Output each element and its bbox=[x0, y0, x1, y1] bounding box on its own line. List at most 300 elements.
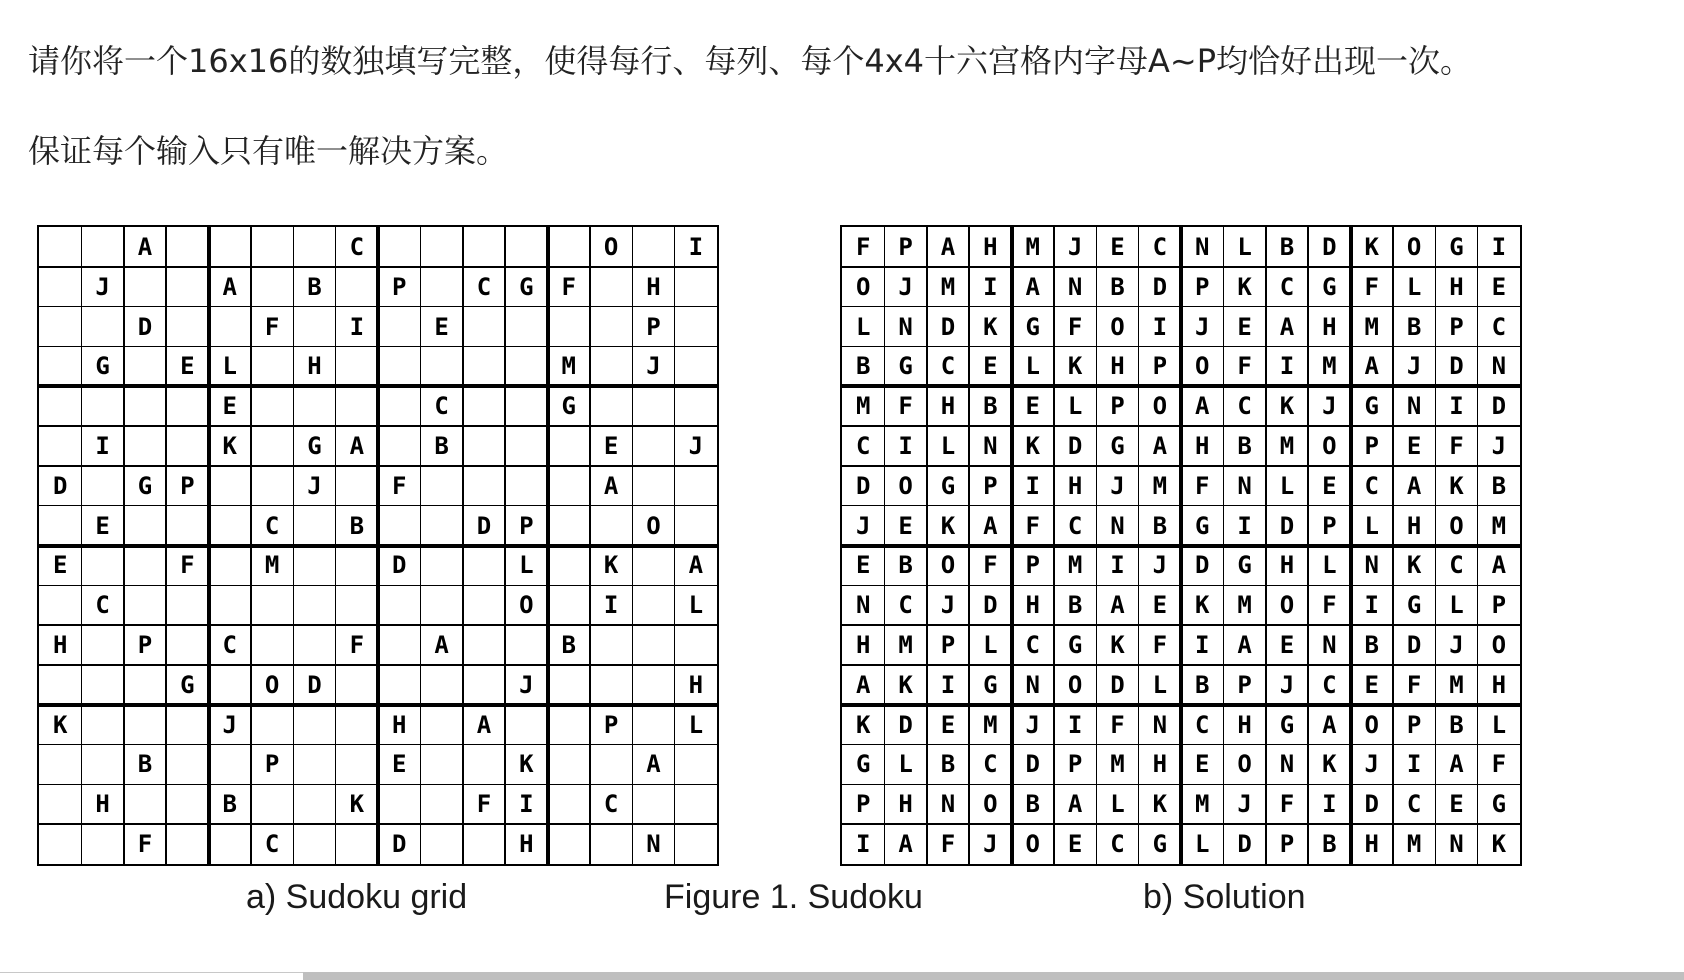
grid-cell bbox=[166, 705, 208, 745]
grid-cell: G bbox=[1364, 392, 1379, 421]
grid-cell: L bbox=[1491, 710, 1507, 739]
grid-cell: B bbox=[983, 392, 998, 421]
grid-cell: D bbox=[1279, 511, 1295, 540]
grid-cell bbox=[463, 426, 505, 466]
grid-cell: E bbox=[1067, 830, 1083, 859]
grid-cell: H bbox=[1152, 750, 1168, 779]
grid-cell: F bbox=[1067, 312, 1083, 341]
grid-cell: L bbox=[1025, 352, 1040, 381]
grid-cell: O bbox=[1237, 750, 1252, 779]
grid-cell: I bbox=[940, 670, 956, 699]
grid-cell: L bbox=[1237, 232, 1252, 261]
grid-cell bbox=[336, 546, 378, 586]
grid-cell: I bbox=[1364, 591, 1379, 620]
grid-cell: P bbox=[1364, 431, 1379, 460]
grid-cell: C bbox=[603, 790, 619, 819]
grid-cell: I bbox=[1406, 750, 1422, 779]
grid-cell: F bbox=[1406, 670, 1422, 699]
grid-cell: J bbox=[646, 352, 661, 381]
grid-cell bbox=[590, 745, 632, 785]
grid-cell: C bbox=[855, 431, 871, 460]
grid-cell bbox=[378, 585, 420, 625]
grid-cell: C bbox=[983, 750, 998, 779]
grid-cell: J bbox=[1194, 312, 1210, 341]
grid-cell bbox=[675, 267, 717, 307]
grid-cell: G bbox=[1152, 830, 1168, 859]
grid-cell bbox=[463, 386, 505, 426]
grid-cell: G bbox=[137, 471, 153, 500]
grid-cell: P bbox=[1110, 392, 1125, 421]
grid-cell: D bbox=[1110, 670, 1125, 699]
grid-cell bbox=[251, 585, 293, 625]
grid-cell: F bbox=[1025, 511, 1040, 540]
grid-cell: M bbox=[855, 392, 871, 421]
grid-cell bbox=[39, 426, 81, 466]
grid-cell bbox=[505, 386, 547, 426]
grid-cell: P bbox=[1194, 272, 1210, 301]
grid-cell bbox=[124, 426, 166, 466]
grid-cell: H bbox=[519, 830, 534, 859]
grid-cell: C bbox=[1194, 710, 1210, 739]
grid-cell: A bbox=[688, 551, 704, 580]
grid-cell: K bbox=[1322, 750, 1337, 779]
grid-cell: H bbox=[646, 272, 661, 301]
grid-cell: D bbox=[1322, 232, 1337, 261]
grid-cell bbox=[463, 227, 505, 267]
grid-cell: E bbox=[1364, 670, 1379, 699]
grid-cell: G bbox=[983, 670, 998, 699]
sudoku-puzzle-grid bbox=[37, 225, 719, 866]
grid-cell bbox=[632, 784, 674, 824]
grid-cell bbox=[548, 546, 590, 586]
grid-cell: H bbox=[1067, 471, 1083, 500]
grid-cell: E bbox=[1491, 272, 1507, 301]
grid-cell: N bbox=[1364, 551, 1379, 580]
grid-cell bbox=[336, 745, 378, 785]
grid-cell: C bbox=[1237, 392, 1252, 421]
grid-cell: C bbox=[898, 591, 913, 620]
grid-cell: L bbox=[898, 750, 913, 779]
grid-cell: J bbox=[95, 272, 110, 301]
grid-cell: I bbox=[1194, 631, 1210, 660]
grid-cell: J bbox=[1322, 392, 1337, 421]
grid-cell: D bbox=[983, 591, 998, 620]
grid-cell: P bbox=[855, 790, 871, 819]
grid-cell bbox=[251, 267, 293, 307]
grid-cell bbox=[81, 625, 123, 665]
grid-cell: E bbox=[603, 431, 619, 460]
grid-cell: D bbox=[1067, 431, 1083, 460]
grid-cell: F bbox=[561, 272, 576, 301]
grid-cell: J bbox=[1025, 710, 1040, 739]
grid-cell: H bbox=[307, 352, 322, 381]
grid-cell: B bbox=[307, 272, 322, 301]
grid-cell bbox=[293, 705, 335, 745]
grid-cell: F bbox=[349, 631, 365, 660]
grid-cell: B bbox=[1364, 631, 1379, 660]
grid-cell: G bbox=[1449, 232, 1464, 261]
grid-cell: A bbox=[983, 511, 998, 540]
grid-cell bbox=[124, 705, 166, 745]
grid-cell: B bbox=[222, 790, 237, 819]
grid-cell bbox=[378, 426, 420, 466]
grid-cell: H bbox=[52, 631, 68, 660]
grid-cell: N bbox=[1152, 710, 1168, 739]
grid-cell: H bbox=[940, 392, 956, 421]
grid-cell: B bbox=[137, 750, 153, 779]
grid-cell: P bbox=[983, 471, 998, 500]
grid-cell: B bbox=[1491, 471, 1507, 500]
grid-cell: F bbox=[1491, 750, 1507, 779]
grid-cell: N bbox=[1110, 511, 1125, 540]
grid-cell bbox=[675, 506, 717, 546]
grid-cell bbox=[293, 784, 335, 824]
grid-cell bbox=[463, 307, 505, 347]
grid-cell bbox=[378, 346, 420, 386]
grid-cell bbox=[209, 665, 251, 705]
grid-cell: C bbox=[1279, 272, 1295, 301]
caption-sudoku-grid: a) Sudoku grid bbox=[246, 878, 468, 916]
grid-cell bbox=[378, 665, 420, 705]
instruction-line-1: 请你将一个16x16的数独填写完整，使得每行、每列、每个4x4十六宫格内字母A~P均恰好出现一次。 bbox=[28, 42, 1473, 80]
grid-cell: M bbox=[940, 272, 956, 301]
grid-cell bbox=[420, 665, 462, 705]
grid-cell bbox=[124, 784, 166, 824]
grid-cell: A bbox=[476, 710, 492, 739]
grid-cell: H bbox=[391, 710, 407, 739]
grid-cell: N bbox=[1237, 471, 1252, 500]
grid-cell: L bbox=[1279, 471, 1295, 500]
grid-cell: I bbox=[519, 790, 534, 819]
grid-cell: J bbox=[688, 431, 704, 460]
grid-cell: C bbox=[434, 392, 449, 421]
grid-cell bbox=[251, 466, 293, 506]
grid-cell bbox=[81, 307, 123, 347]
grid-cell: L bbox=[1406, 272, 1422, 301]
grid-cell bbox=[293, 585, 335, 625]
grid-cell bbox=[336, 386, 378, 426]
grid-cell: D bbox=[391, 830, 407, 859]
grid-cell: I bbox=[1491, 232, 1507, 261]
grid-cell: G bbox=[307, 431, 322, 460]
grid-cell bbox=[81, 824, 123, 864]
grid-cell: A bbox=[1067, 790, 1083, 819]
grid-cell bbox=[293, 745, 335, 785]
grid-cell bbox=[548, 426, 590, 466]
grid-cell: C bbox=[1364, 471, 1379, 500]
grid-cell: K bbox=[855, 710, 871, 739]
grid-cell: L bbox=[1152, 670, 1168, 699]
grid-cell bbox=[293, 625, 335, 665]
grid-cell: F bbox=[940, 830, 956, 859]
grid-cell: D bbox=[1449, 352, 1464, 381]
grid-cell: B bbox=[855, 352, 871, 381]
grid-cell bbox=[420, 784, 462, 824]
horizontal-scrollbar-thumb[interactable] bbox=[0, 972, 303, 980]
grid-cell: C bbox=[222, 631, 237, 660]
grid-cell: A bbox=[434, 631, 449, 660]
grid-cell: L bbox=[1110, 790, 1125, 819]
grid-cell: C bbox=[1449, 551, 1464, 580]
grid-cell bbox=[293, 386, 335, 426]
grid-cell: J bbox=[307, 471, 322, 500]
grid-cell bbox=[293, 506, 335, 546]
grid-cell: D bbox=[855, 471, 871, 500]
grid-cell: C bbox=[1491, 312, 1507, 341]
grid-cell: P bbox=[1449, 312, 1464, 341]
grid-cell: N bbox=[940, 790, 956, 819]
grid-cell: E bbox=[1237, 312, 1252, 341]
grid-cell: B bbox=[1067, 591, 1083, 620]
grid-cell: A bbox=[603, 471, 619, 500]
grid-cell bbox=[420, 705, 462, 745]
grid-cell: G bbox=[1237, 551, 1252, 580]
grid-cell: K bbox=[1194, 591, 1210, 620]
grid-cell: L bbox=[983, 631, 998, 660]
grid-cell: G bbox=[898, 352, 913, 381]
instruction-line-2: 保证每个输入只有唯一解决方案。 bbox=[28, 132, 509, 170]
grid-cell bbox=[420, 346, 462, 386]
grid-cell: I bbox=[1449, 392, 1464, 421]
grid-cell bbox=[420, 745, 462, 785]
grid-cell bbox=[81, 546, 123, 586]
grid-cell: I bbox=[95, 431, 110, 460]
grid-cell bbox=[39, 665, 81, 705]
grid-cell: A bbox=[1322, 710, 1337, 739]
grid-cell: K bbox=[222, 431, 237, 460]
grid-cell: G bbox=[1279, 710, 1295, 739]
grid-cell: N bbox=[1449, 830, 1464, 859]
grid-cell: J bbox=[1237, 790, 1252, 819]
grid-cell: A bbox=[349, 431, 365, 460]
grid-cell: B bbox=[1110, 272, 1125, 301]
grid-cell: J bbox=[940, 591, 956, 620]
grid-cell: F bbox=[983, 551, 998, 580]
grid-cell: E bbox=[1194, 750, 1210, 779]
grid-cell: L bbox=[1067, 392, 1083, 421]
grid-cell: I bbox=[898, 431, 913, 460]
grid-cell bbox=[251, 227, 293, 267]
grid-cell bbox=[505, 466, 547, 506]
grid-cell bbox=[548, 745, 590, 785]
grid-cell bbox=[463, 665, 505, 705]
grid-cell bbox=[420, 267, 462, 307]
grid-cell: G bbox=[1322, 272, 1337, 301]
grid-cell: A bbox=[1406, 471, 1422, 500]
grid-cell: N bbox=[1322, 631, 1337, 660]
grid-cell: D bbox=[137, 312, 153, 341]
caption-solution: b) Solution bbox=[1143, 878, 1306, 916]
grid-cell: M bbox=[1110, 750, 1125, 779]
grid-cell: C bbox=[95, 591, 110, 620]
grid-cell: D bbox=[307, 670, 322, 699]
grid-cell: H bbox=[688, 670, 704, 699]
grid-cell: A bbox=[1152, 431, 1168, 460]
grid-cell: J bbox=[1279, 670, 1295, 699]
grid-cell bbox=[81, 745, 123, 785]
grid-cell bbox=[378, 625, 420, 665]
grid-cell: F bbox=[1322, 591, 1337, 620]
grid-cell: O bbox=[1491, 631, 1507, 660]
grid-cell: J bbox=[1491, 431, 1507, 460]
grid-cell: A bbox=[940, 232, 956, 261]
grid-cell: B bbox=[1152, 511, 1168, 540]
grid-cell bbox=[675, 346, 717, 386]
grid-cell: P bbox=[1067, 750, 1083, 779]
grid-cell: N bbox=[1279, 750, 1295, 779]
grid-cell: L bbox=[1449, 591, 1464, 620]
grid-cell: J bbox=[222, 710, 237, 739]
grid-cell bbox=[39, 346, 81, 386]
grid-cell bbox=[209, 546, 251, 586]
grid-cell: H bbox=[1364, 830, 1379, 859]
grid-cell: E bbox=[1322, 471, 1337, 500]
grid-cell: A bbox=[1237, 631, 1252, 660]
grid-cell bbox=[505, 307, 547, 347]
grid-cell bbox=[336, 705, 378, 745]
grid-cell: C bbox=[940, 352, 956, 381]
grid-cell bbox=[166, 506, 208, 546]
grid-cell: E bbox=[52, 551, 68, 580]
grid-cell: E bbox=[898, 511, 913, 540]
grid-cell: A bbox=[1491, 551, 1507, 580]
grid-cell bbox=[548, 705, 590, 745]
grid-cell: B bbox=[1449, 710, 1464, 739]
grid-cell bbox=[336, 824, 378, 864]
grid-cell: J bbox=[1449, 631, 1464, 660]
grid-cell: H bbox=[898, 790, 913, 819]
grid-cell: J bbox=[983, 830, 998, 859]
grid-cell bbox=[590, 307, 632, 347]
grid-cell: H bbox=[1491, 670, 1507, 699]
grid-cell: L bbox=[855, 312, 871, 341]
grid-cell bbox=[548, 585, 590, 625]
grid-cell bbox=[632, 227, 674, 267]
grid-cell: H bbox=[95, 790, 110, 819]
grid-cell bbox=[166, 784, 208, 824]
grid-cell: I bbox=[1110, 551, 1125, 580]
grid-cell: I bbox=[688, 232, 704, 261]
grid-cell: B bbox=[1279, 232, 1295, 261]
grid-cell: M bbox=[1152, 471, 1168, 500]
grid-cell bbox=[39, 267, 81, 307]
grid-cell: P bbox=[264, 750, 280, 779]
grid-cell: M bbox=[1491, 511, 1507, 540]
grid-cell: G bbox=[855, 750, 871, 779]
grid-cell: K bbox=[349, 790, 365, 819]
grid-cell bbox=[548, 227, 590, 267]
grid-cell bbox=[124, 546, 166, 586]
figure-title: Figure 1. Sudoku bbox=[664, 878, 923, 916]
grid-cell: M bbox=[1025, 232, 1040, 261]
grid-cell: I bbox=[1237, 511, 1252, 540]
grid-cell: M bbox=[1406, 830, 1422, 859]
grid-cell: B bbox=[434, 431, 449, 460]
grid-cell bbox=[81, 705, 123, 745]
grid-cell: L bbox=[1194, 830, 1210, 859]
grid-cell bbox=[166, 267, 208, 307]
grid-cell: F bbox=[898, 392, 913, 421]
grid-cell: N bbox=[1406, 392, 1422, 421]
grid-cell bbox=[166, 386, 208, 426]
grid-cell: I bbox=[1067, 710, 1083, 739]
grid-cell bbox=[166, 307, 208, 347]
grid-cell: D bbox=[1364, 790, 1379, 819]
grid-cell: K bbox=[898, 670, 913, 699]
grid-cell: L bbox=[940, 431, 956, 460]
grid-cell: I bbox=[1152, 312, 1168, 341]
grid-cell: O bbox=[1449, 511, 1464, 540]
grid-cell: A bbox=[222, 272, 237, 301]
grid-cell: K bbox=[1152, 790, 1168, 819]
grid-cell: J bbox=[1406, 352, 1422, 381]
grid-cell: E bbox=[1152, 591, 1168, 620]
grid-cell: J bbox=[1152, 551, 1168, 580]
grid-cell bbox=[166, 824, 208, 864]
grid-cell bbox=[548, 506, 590, 546]
grid-cell: L bbox=[688, 591, 704, 620]
grid-cell bbox=[632, 705, 674, 745]
grid-cell bbox=[463, 625, 505, 665]
grid-cell: G bbox=[940, 471, 956, 500]
grid-cell: F bbox=[476, 790, 492, 819]
grid-cell: C bbox=[1406, 790, 1422, 819]
grid-cell bbox=[81, 386, 123, 426]
grid-cell: C bbox=[1110, 830, 1125, 859]
grid-cell: P bbox=[1279, 830, 1295, 859]
grid-cell: B bbox=[349, 511, 365, 540]
grid-cell: A bbox=[137, 232, 153, 261]
grid-cell: M bbox=[264, 551, 280, 580]
grid-cell: K bbox=[52, 710, 68, 739]
grid-cell: L bbox=[1364, 511, 1379, 540]
grid-cell bbox=[632, 386, 674, 426]
grid-cell: L bbox=[222, 352, 237, 381]
grid-cell bbox=[251, 705, 293, 745]
grid-cell: H bbox=[1449, 272, 1464, 301]
grid-cell bbox=[675, 466, 717, 506]
grid-cell: K bbox=[983, 312, 998, 341]
grid-cell bbox=[590, 506, 632, 546]
grid-cell bbox=[293, 227, 335, 267]
grid-cell: E bbox=[855, 551, 871, 580]
grid-cell bbox=[166, 227, 208, 267]
grid-cell: E bbox=[95, 511, 110, 540]
grid-cell: H bbox=[1406, 511, 1422, 540]
grid-cell: P bbox=[137, 631, 153, 660]
grid-cell: E bbox=[1279, 631, 1295, 660]
grid-cell: L bbox=[519, 551, 534, 580]
grid-cell: A bbox=[1110, 591, 1125, 620]
grid-cell bbox=[675, 824, 717, 864]
grid-cell: J bbox=[1110, 471, 1125, 500]
grid-cell: G bbox=[561, 392, 576, 421]
grid-cell bbox=[590, 824, 632, 864]
grid-cell: D bbox=[476, 511, 492, 540]
grid-cell bbox=[39, 824, 81, 864]
grid-cell bbox=[209, 745, 251, 785]
grid-cell bbox=[548, 665, 590, 705]
grid-cell: K bbox=[1449, 471, 1464, 500]
grid-cell: D bbox=[1194, 551, 1210, 580]
grid-cell bbox=[505, 625, 547, 665]
grid-cell: A bbox=[1364, 352, 1379, 381]
grid-cell: P bbox=[603, 710, 619, 739]
grid-cell: A bbox=[1449, 750, 1464, 779]
grid-cell: F bbox=[264, 312, 280, 341]
grid-cell: A bbox=[1279, 312, 1295, 341]
grid-cell bbox=[336, 466, 378, 506]
